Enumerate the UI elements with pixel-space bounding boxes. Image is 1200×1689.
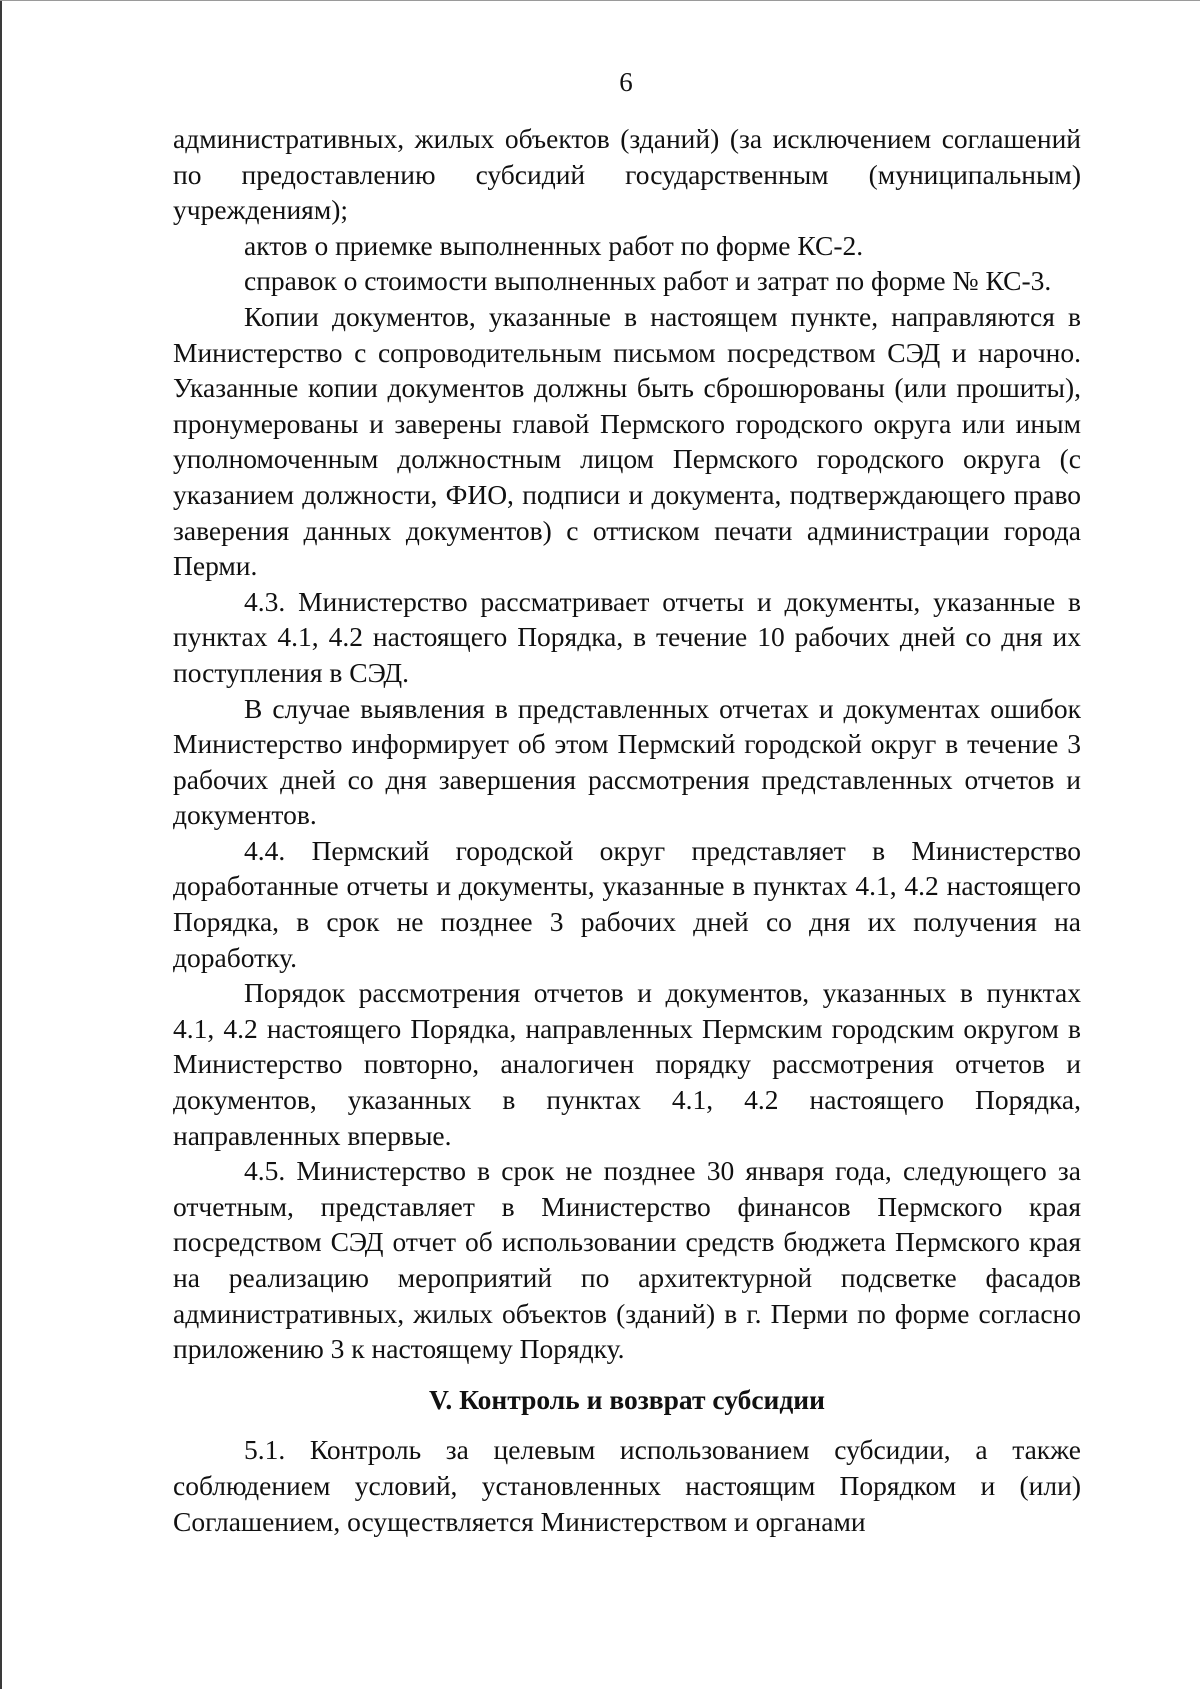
- scan-top-edge: [0, 0, 1200, 1]
- paragraph-4-3: 4.3. Министерство рассматривает отчеты и документы, указанные в пунктах 4.1, 4.2 настоящего Порядка, в течение 10 рабочих дней со дня их поступления в СЭД.: [173, 585, 1081, 688]
- page-number: 6: [619, 67, 633, 97]
- paragraph-ks3-certificates: справок о стоимости выполненных работ и затрат по форме № КС-3.: [244, 265, 1052, 297]
- paragraph-5-1: 5.1. Контроль за целевым использованием субсидии, а также соблюдением условий, установленных настоящим Порядком и (или) Соглашением, осуществляется Министерством и органами: [173, 1434, 1081, 1537]
- paragraph-ks2-acts: актов о приемке выполненных работ по форме КС-2.: [244, 229, 864, 261]
- paragraph-4-4: 4.4. Пермский городской округ представляет в Министерство доработанные отчеты и документы, указанные в пунктах 4.1, 4.2 настоящего Порядка, в срок не позднее 3 рабочих дней со дня их получения на доработку.: [173, 834, 1081, 973]
- document-body: [173, 121, 1081, 1539]
- scan-left-edge: [0, 0, 2, 1689]
- paragraph-review-procedure: Порядок рассмотрения отчетов и документов, указанных в пунктах 4.1, 4.2 настоящего Порядка, направленных Пермским городским округом в Министерство повторно, аналогичен порядку рассмотрения отчетов и документов, указанных в пунктах 4.1, 4.2 настоящего Порядка, направленных впервые.: [173, 977, 1081, 1151]
- paragraph-continuation: административных, жилых объектов (зданий) (за исключением соглашений по предоставлению субсидий государственным (муниципальным) учреждениям);: [173, 123, 1081, 226]
- section-heading: V. Контроль и возврат субсидии: [429, 1383, 825, 1415]
- paragraph-errors: В случае выявления в представленных отчетах и документах ошибок Министерство информирует об этом Пермский городской округ в течение 3 рабочих дней со дня завершения рассмотрения представленных отчетов и документов.: [173, 692, 1081, 831]
- paragraph-document-copies: Копии документов, указанные в настоящем пункте, направляются в Министерство с сопроводительным письмом посредством СЭД и нарочно. Указанные копии документов должны быть сброшюрованы (или прошиты), пронумерованы и заверены главой Пермского городского округа или иным уполномоченным должностным лицом Пермского городского округа (с указанием должности, ФИО, подписи и документа, подтверждающего право заверения данных документов) с оттиском печати администрации города Перми.: [173, 300, 1081, 582]
- paragraph-4-5: 4.5. Министерство в срок не позднее 30 января года, следующего за отчетным, представляет в Министерство финансов Пермского края посредством СЭД отчет об использовании средств бюджета Пермского края на реализацию мероприятий по архитектурной подсветке фасадов административных, жилых объектов (зданий) в г. Перми по форме согласно приложению 3 к настоящему Порядку.: [173, 1155, 1081, 1365]
